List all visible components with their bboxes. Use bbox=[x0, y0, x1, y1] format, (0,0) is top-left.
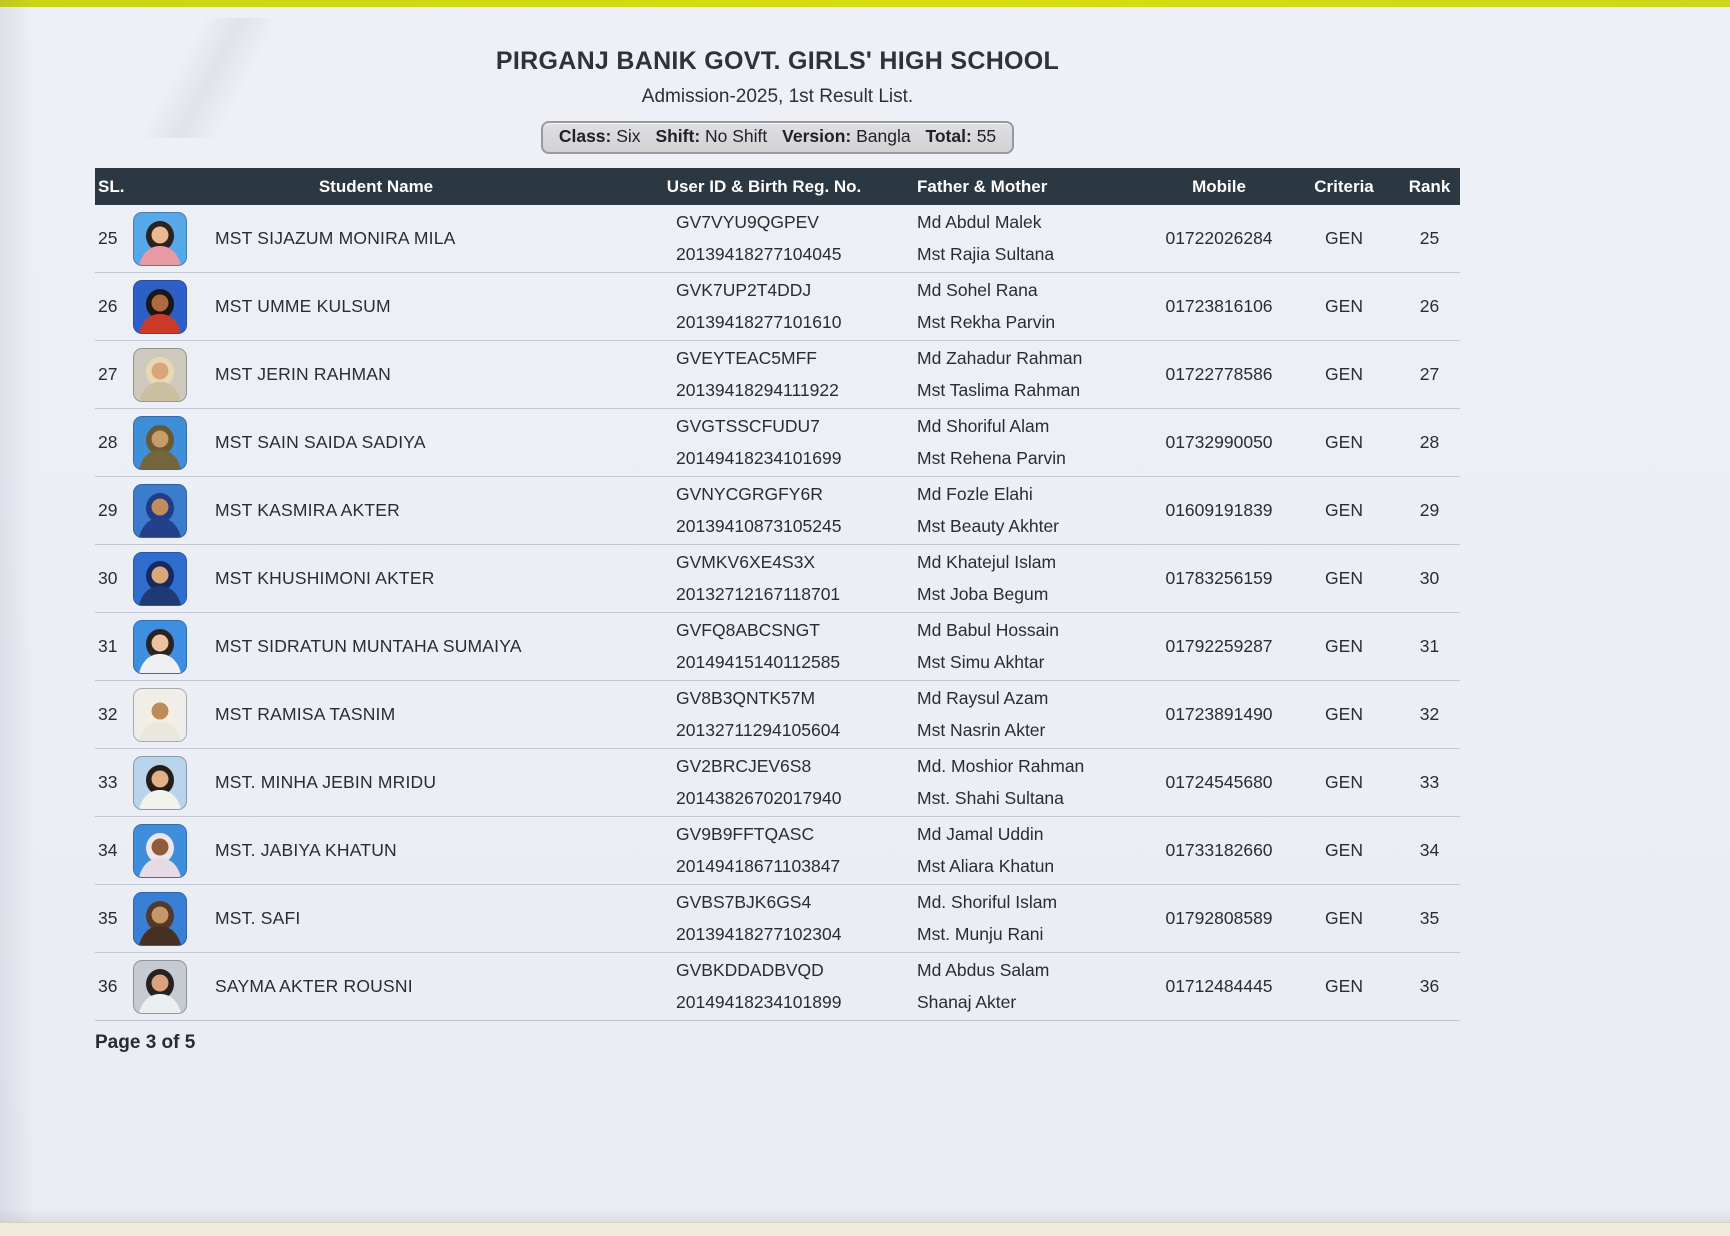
criteria-badge: GEN bbox=[1325, 908, 1363, 928]
criteria-badge: GEN bbox=[1325, 432, 1363, 452]
student-name: MST KASMIRA AKTER bbox=[215, 500, 400, 520]
rank-value: 26 bbox=[1419, 296, 1440, 316]
column-header-mobile: Mobile bbox=[1192, 176, 1246, 196]
column-header-criteria: Criteria bbox=[1314, 176, 1374, 196]
father-name: Md Abdus Salam bbox=[917, 960, 1050, 980]
mobile-number: 01722026284 bbox=[1165, 228, 1273, 248]
father-name: Md Raysul Azam bbox=[917, 688, 1049, 708]
criteria-badge: GEN bbox=[1325, 772, 1363, 792]
user-id: GVBKDDADBVQD bbox=[676, 960, 824, 980]
table-body bbox=[95, 205, 1460, 1021]
student-photo bbox=[133, 416, 187, 470]
student-photo bbox=[133, 484, 187, 538]
student-name: MST UMME KULSUM bbox=[215, 296, 391, 316]
user-id: GVNYCGRGFY6R bbox=[676, 484, 823, 504]
rank-value: 29 bbox=[1419, 500, 1440, 520]
birth-reg-no: 20132711294105604 bbox=[676, 720, 841, 740]
student-photo bbox=[133, 960, 187, 1014]
student-name: MST SAIN SAIDA SADIYA bbox=[215, 432, 426, 452]
mother-name: Mst Beauty Akhter bbox=[917, 516, 1060, 536]
mother-name: Mst Nasrin Akter bbox=[917, 720, 1046, 740]
mobile-number: 01783256159 bbox=[1165, 568, 1273, 588]
student-avatar-icon bbox=[134, 621, 186, 673]
scanner-bottom-strip bbox=[0, 1222, 1730, 1236]
student-name: MST JERIN RAHMAN bbox=[215, 364, 391, 384]
sl-cell: 25 bbox=[98, 228, 118, 248]
mother-name: Mst. Munju Rani bbox=[917, 924, 1044, 944]
mother-name: Mst Rekha Parvin bbox=[917, 312, 1056, 332]
rank-value: 33 bbox=[1419, 772, 1440, 792]
birth-reg-no: 20149418671103847 bbox=[676, 856, 841, 876]
sl-cell: 32 bbox=[98, 704, 118, 724]
mobile-number: 01792808589 bbox=[1165, 908, 1273, 928]
criteria-badge: GEN bbox=[1325, 568, 1363, 588]
table-row bbox=[95, 408, 1460, 476]
mother-name: Mst Simu Akhtar bbox=[917, 652, 1045, 672]
student-photo bbox=[133, 824, 187, 878]
mobile-number: 01732990050 bbox=[1165, 432, 1273, 452]
paper-edge-shadow bbox=[0, 0, 34, 1236]
mobile-number: 01724545680 bbox=[1165, 772, 1273, 792]
total-label: Total: bbox=[925, 126, 972, 146]
class-info-pill bbox=[541, 121, 1014, 154]
student-name: MST. MINHA JEBIN MRIDU bbox=[215, 772, 437, 792]
sl-cell: 36 bbox=[98, 976, 118, 996]
table-header-row bbox=[95, 168, 1460, 205]
mobile-number: 01723816106 bbox=[1165, 296, 1273, 316]
sl-cell: 31 bbox=[98, 636, 118, 656]
user-id: GVBS7BJK6GS4 bbox=[676, 892, 812, 912]
student-avatar-icon bbox=[134, 213, 186, 265]
birth-reg-no: 20139418277102304 bbox=[676, 924, 842, 944]
sl-cell: 34 bbox=[98, 840, 118, 860]
mobile-number: 01609191839 bbox=[1165, 500, 1273, 520]
shift-value: No Shift bbox=[705, 126, 768, 146]
criteria-badge: GEN bbox=[1325, 636, 1363, 656]
mother-name: Mst Taslima Rahman bbox=[917, 380, 1081, 400]
mother-name: Mst Rehena Parvin bbox=[917, 448, 1066, 468]
total-value: 55 bbox=[976, 126, 997, 146]
page-title: PIRGANJ BANIK GOVT. GIRLS' HIGH SCHOOL bbox=[495, 47, 1060, 75]
class-info-wrap bbox=[95, 121, 1460, 154]
student-avatar-icon bbox=[134, 485, 186, 537]
user-id: GVGTSSCFUDU7 bbox=[676, 416, 820, 436]
student-avatar-icon bbox=[134, 961, 186, 1013]
rank-value: 28 bbox=[1419, 432, 1440, 452]
rank-value: 32 bbox=[1419, 704, 1440, 724]
student-avatar-icon bbox=[134, 893, 186, 945]
student-photo bbox=[133, 620, 187, 674]
rank-value: 36 bbox=[1419, 976, 1440, 996]
criteria-badge: GEN bbox=[1325, 364, 1363, 384]
user-id: GV2BRCJEV6S8 bbox=[676, 756, 812, 776]
table-row bbox=[95, 544, 1460, 612]
page-subtitle: Admission-2025, 1st Result List. bbox=[641, 86, 914, 107]
column-header-rank: Rank bbox=[1408, 176, 1451, 196]
student-photo bbox=[133, 756, 187, 810]
father-name: Md Abdul Malek bbox=[917, 212, 1042, 232]
birth-reg-no: 20139418277104045 bbox=[676, 244, 842, 264]
father-name: Md Zahadur Rahman bbox=[917, 348, 1083, 368]
page-number: Page 3 of 5 bbox=[95, 1032, 196, 1053]
father-name: Md. Shoriful Islam bbox=[917, 892, 1058, 912]
father-name: Md Sohel Rana bbox=[917, 280, 1038, 300]
rank-value: 25 bbox=[1419, 228, 1440, 248]
student-avatar-icon bbox=[134, 417, 186, 469]
student-avatar-icon bbox=[134, 349, 186, 401]
user-id: GVK7UP2T4DDJ bbox=[676, 280, 812, 300]
student-photo bbox=[133, 688, 187, 742]
class-label: Class: bbox=[558, 126, 612, 146]
mother-name: Mst Rajia Sultana bbox=[917, 244, 1055, 264]
birth-reg-no: 20149415140112585 bbox=[676, 652, 841, 672]
sl-cell: 33 bbox=[98, 772, 118, 792]
father-name: Md. Moshior Rahman bbox=[917, 756, 1085, 776]
mother-name: Mst Joba Begum bbox=[917, 584, 1049, 604]
sl-cell: 26 bbox=[98, 296, 118, 316]
criteria-badge: GEN bbox=[1325, 704, 1363, 724]
student-avatar-icon bbox=[134, 757, 186, 809]
mother-name: Mst. Shahi Sultana bbox=[917, 788, 1064, 808]
user-id: GV8B3QNTK57M bbox=[676, 688, 816, 708]
student-photo bbox=[133, 552, 187, 606]
table-row bbox=[95, 612, 1460, 680]
father-name: Md Fozle Elahi bbox=[917, 484, 1033, 504]
document-page bbox=[95, 0, 1460, 1054]
father-name: Md Shoriful Alam bbox=[917, 416, 1050, 436]
student-name: MST SIDRATUN MUNTAHA SUMAIYA bbox=[215, 636, 522, 656]
father-name: Md Khatejul Islam bbox=[917, 552, 1057, 572]
sl-cell: 29 bbox=[98, 500, 118, 520]
rank-value: 30 bbox=[1419, 568, 1440, 588]
mobile-number: 01722778586 bbox=[1165, 364, 1273, 384]
student-avatar-icon bbox=[134, 825, 186, 877]
criteria-badge: GEN bbox=[1325, 296, 1363, 316]
table-row bbox=[95, 816, 1460, 884]
mobile-number: 01712484445 bbox=[1165, 976, 1273, 996]
table-row bbox=[95, 272, 1460, 340]
shift-label: Shift: bbox=[655, 126, 701, 146]
version-label: Version: bbox=[782, 126, 852, 146]
results-table bbox=[95, 168, 1460, 1021]
table-row bbox=[95, 748, 1460, 816]
student-name: MST. SAFI bbox=[215, 908, 301, 928]
birth-reg-no: 20139418277101610 bbox=[676, 312, 842, 332]
birth-reg-no: 20149418234101899 bbox=[676, 992, 842, 1012]
student-avatar-icon bbox=[134, 553, 186, 605]
column-header-userid: User ID & Birth Reg. No. bbox=[666, 176, 862, 196]
sl-cell: 30 bbox=[98, 568, 118, 588]
column-header-name: Student Name bbox=[318, 176, 434, 196]
student-avatar-icon bbox=[134, 281, 186, 333]
class-value: Six bbox=[616, 126, 641, 146]
version-value: Bangla bbox=[856, 126, 911, 146]
birth-reg-no: 20139418294111922 bbox=[676, 380, 839, 400]
mobile-number: 01733182660 bbox=[1165, 840, 1273, 860]
user-id: GV7VYU9QGPEV bbox=[676, 212, 819, 232]
sl-cell: 35 bbox=[98, 908, 118, 928]
user-id: GV9B9FFTQASC bbox=[676, 824, 815, 844]
paper-bottom-shadow bbox=[0, 1209, 1730, 1223]
father-name: Md Babul Hossain bbox=[917, 620, 1060, 640]
student-name: MST RAMISA TASNIM bbox=[215, 704, 396, 724]
criteria-badge: GEN bbox=[1325, 500, 1363, 520]
table-row bbox=[95, 476, 1460, 544]
birth-reg-no: 20143826702017940 bbox=[676, 788, 842, 808]
rank-value: 34 bbox=[1419, 840, 1440, 860]
user-id: GVFQ8ABCSNGT bbox=[676, 620, 820, 640]
mobile-number: 01792259287 bbox=[1165, 636, 1273, 656]
sl-cell: 27 bbox=[98, 364, 118, 384]
student-photo bbox=[133, 348, 187, 402]
student-photo bbox=[133, 212, 187, 266]
column-header-sl: SL. bbox=[98, 176, 125, 196]
table-row bbox=[95, 680, 1460, 748]
rank-value: 35 bbox=[1419, 908, 1440, 928]
student-photo bbox=[133, 280, 187, 334]
column-header-parents: Father & Mother bbox=[917, 176, 1048, 196]
table-row bbox=[95, 205, 1460, 272]
table-row bbox=[95, 884, 1460, 952]
birth-reg-no: 20132712167118701 bbox=[676, 584, 841, 604]
user-id: GVMKV6XE4S3X bbox=[676, 552, 816, 572]
student-avatar-icon bbox=[134, 689, 186, 741]
rank-value: 31 bbox=[1419, 636, 1440, 656]
birth-reg-no: 20139410873105245 bbox=[676, 516, 842, 536]
mother-name: Mst Aliara Khatun bbox=[917, 856, 1055, 876]
father-name: Md Jamal Uddin bbox=[917, 824, 1044, 844]
mobile-number: 01723891490 bbox=[1165, 704, 1273, 724]
criteria-badge: GEN bbox=[1325, 976, 1363, 996]
student-name: MST. JABIYA KHATUN bbox=[215, 840, 397, 860]
user-id: GVEYTEAC5MFF bbox=[676, 348, 817, 368]
table-row bbox=[95, 340, 1460, 408]
criteria-badge: GEN bbox=[1325, 228, 1363, 248]
sl-cell: 28 bbox=[98, 432, 118, 452]
student-name: MST SIJAZUM MONIRA MILA bbox=[215, 228, 456, 248]
mother-name: Shanaj Akter bbox=[917, 992, 1017, 1012]
student-name: MST KHUSHIMONI AKTER bbox=[215, 568, 435, 588]
student-name: SAYMA AKTER ROUSNI bbox=[215, 976, 413, 996]
rank-value: 27 bbox=[1419, 364, 1440, 384]
table-row bbox=[95, 952, 1460, 1020]
birth-reg-no: 20149418234101699 bbox=[676, 448, 842, 468]
criteria-badge: GEN bbox=[1325, 840, 1363, 860]
student-photo bbox=[133, 892, 187, 946]
